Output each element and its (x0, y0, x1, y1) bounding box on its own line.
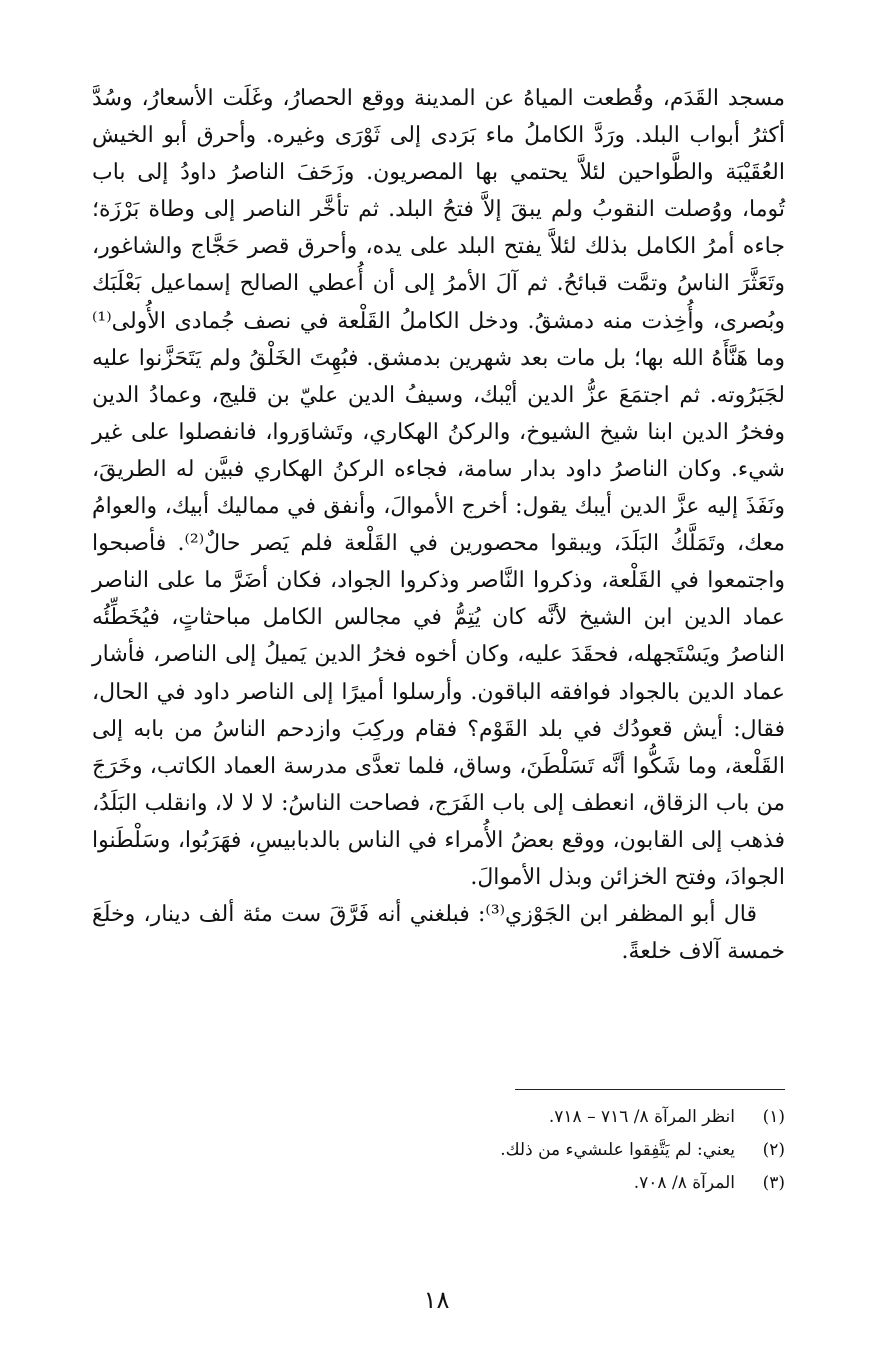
main-text (92, 80, 785, 970)
footnote-number: (١) (762, 1107, 785, 1127)
footnote-3 (92, 1167, 785, 1200)
footnote-2 (92, 1134, 785, 1167)
footnote-text: انظر المرآة ٨/ ٧١٦ – ٧١٨. (548, 1107, 735, 1127)
paragraph: مسجد القَدَم، وقُطعت المياهُ عن المدينة ووقع الحصارُ، وغَلَت الأسعارُ، وسُدَّ أكثرُ أبواب البلد. ورَدَّ الكاملُ ماء بَرَدى إلى ثَوْرَى وغيره. وأحرق أبو الخيش العُقَيْبَة والطَّواحين لئلاَّ يحتمي بها المصريون. وزَحَفَ الناصرُ داودُ إلى باب تُوما، ووُصلت النقوبُ ولم يبقَ إلاَّ فتحُ البلد. ثم تأخَّر الناصر إلى وطاة بَرْزَة؛ جاءه أمرُ الكامل بذلك لئلاَّ يفتح البلد على يده، وأحرق قصر حَجَّاج والشاغور، وتَعَثَّرَ الناسُ وتمَّت قبائحُ. ثم آلَ الأمرُ إلى أن أُعطي الصالح إسماعيل بَعْلَبَك وبُصرى، وأُخِذت منه دمشقُ. ودخل الكاملُ القَلْعة في نصف جُمادى الأُولى⁽¹⁾ وما هَنَّأَهُ الله بها؛ بل مات بعد شهرين بدمشق. فبُهِتَ الخَلْقُ ولم يَتَحَزَّنوا عليه لجَبَرُوته. ثم اجتمَعَ عزُّ الدين أيْبك، وسيفُ الدين عليّ بن قليج، وعمادُ الدين وفخرُ الدين ابنا شيخ الشيوخ، والركنُ الهكاري، وتَشاوَروا، فانفصلوا على غير شيء. وكان الناصرُ داود بدار سامة، فجاءه الركنُ الهكاري فبيَّن له الطريقَ، ونَفَذَ إليه عزَّ الدين أيبك يقول: أخرج الأموالَ، وأنفق في مماليك أبيك، والعوامُ معك، وتَمَلَّكُ البَلَدَ، ويبقوا محصورين في القَلْعة فلم يَصر حالٌ⁽²⁾. فأصبحوا واجتمعوا في القَلْعة، وذكروا النَّاصر وذكروا الجواد، فكان أضَرَّ ما على الناصر عماد الدين ابن الشيخ لأنَّه كان يُتِمُّ في مجالس الكامل مباحثاتٍ، فيُخَطِّئُه الناصرُ ويَسْتَجهله، فحقَدَ عليه، وكان أخوه فخرُ الدين يَميلُ إلى الناصر، فأشار عماد الدين بالجواد فوافقه الباقون. وأرسلوا أميرًا إلى الناصر داود في الحال، فقال: أيش قعودُك في بلد القَوْم؟ فقام وركِبَ وازدحم الناسُ من بابه إلى القَلْعة، وما شَكُّوا أنَّه تَسَلْطَنَ، وساق، فلما تعدَّى مدرسة العماد الكاتب، وخَرَجَ من باب الزقاق، انعطف إلى باب الفَرَج، فصاحت الناسُ: لا لا لا، وانقلب البَلَدُ، فذهب إلى القابون، ووقع بعضُ الأُمراء في الناس بالدبابيسِ، فهَرَبُوا، وسَلْطَنوا الجوادَ، وفتح الخزائن وبذل الأموالَ. (92, 86, 786, 890)
footnote-separator (515, 1089, 785, 1090)
footnote-text: يعني: لم يَتَّفِقوا علىشيء من ذلك. (500, 1140, 735, 1160)
footnotes (92, 1101, 785, 1200)
page-number: ١٨ (423, 1286, 450, 1314)
footnote-text: المرآة ٨/ ٧٠٨. (633, 1173, 735, 1193)
footnote-1 (92, 1101, 785, 1134)
footnote-number: (٣) (762, 1173, 785, 1193)
paragraph: قال أبو المظفر ابن الجَوْزي⁽³⁾: فبلغني أنه فَرَّقَ ست مئة ألف دينار، وخلَعَ خمسة آلاف خلعةً. (92, 902, 785, 965)
footnote-number: (٢) (762, 1140, 785, 1160)
